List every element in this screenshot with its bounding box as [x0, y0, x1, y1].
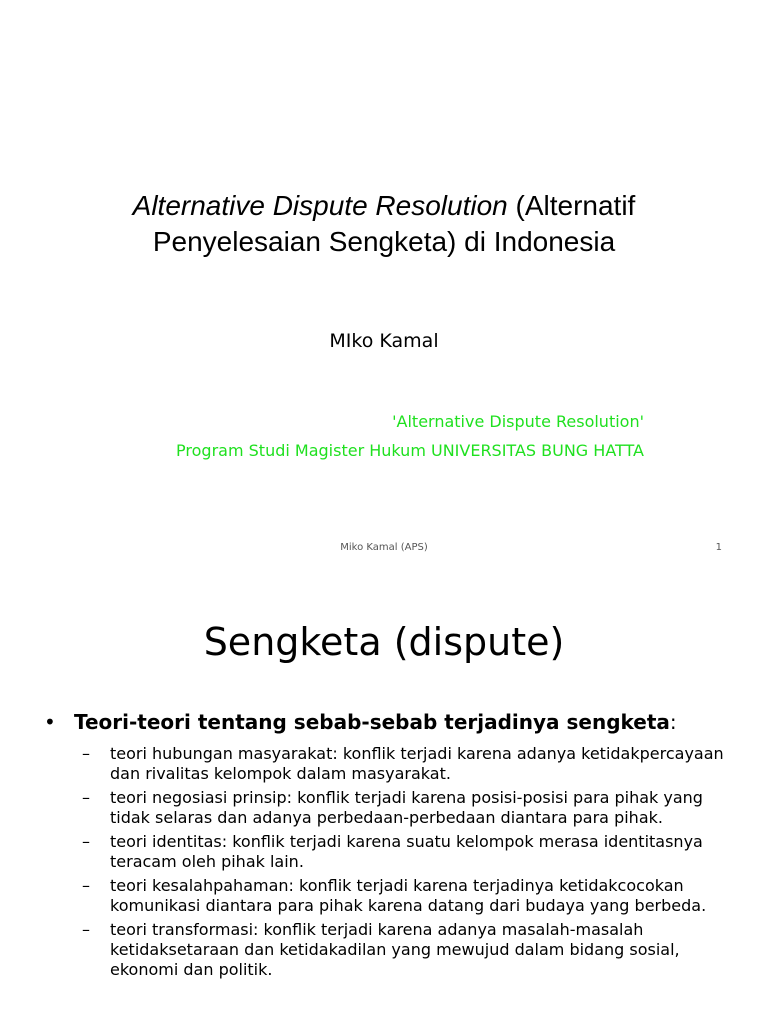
list-item-text: teori transformasi: konflik terjadi karena adanya masalah-masalah ketidaksetaraan dan ketidakadilan yang mewujud dalam bidang sosial, ekonomi dan politik.	[110, 920, 680, 979]
title-line-2: Penyelesaian Sengketa) di Indonesia	[152, 226, 616, 257]
list-item	[82, 832, 732, 872]
main-bullet-text: Teori-teori tentang sebab-sebab terjadinya sengketa	[74, 710, 670, 734]
list-item	[82, 920, 732, 980]
course-name: 'Alternative Dispute Resolution'	[392, 412, 644, 431]
list-item-text: teori kesalahpahaman: konflik terjadi karena terjadinya ketidakcocokan komunikasi diantara para pihak karena datang dari budaya yang berbeda.	[110, 876, 707, 915]
list-item-text: teori hubungan masyarakat: konflik terjadi karena adanya ketidakpercayaan dan rivalitas kelompok dalam masyarakat.	[110, 744, 724, 783]
bullet-symbol: •	[44, 710, 56, 734]
slide-1-title	[0, 188, 768, 260]
author-name: MIko Kamal	[329, 330, 439, 352]
slide-2-title: Sengketa (dispute)	[203, 620, 565, 664]
slide-footer: Miko Kamal (APS)	[340, 542, 428, 553]
dash-symbol: –	[82, 920, 90, 939]
list-item-text: teori negosiasi prinsip: konflik terjadi karena posisi-posisi para pihak yang tidak selaras dan adanya perbedaan-perbedaan diantara para pihak.	[110, 788, 703, 827]
dash-symbol: –	[82, 832, 90, 851]
list-item-text: teori identitas: konflik terjadi karena suatu kelompok merasa identitasnya teracam oleh pihak lain.	[110, 832, 703, 871]
slide-2	[0, 576, 768, 1024]
program-name: Program Studi Magister Hukum UNIVERSITAS BUNG HATTA	[176, 441, 644, 460]
list-item	[82, 744, 732, 784]
dash-symbol: –	[82, 788, 90, 807]
title-italic-part: Alternative Dispute Resolution	[132, 190, 508, 221]
main-bullet-colon: :	[669, 710, 677, 734]
page-number: 1	[715, 542, 722, 553]
theory-list	[82, 744, 732, 984]
dash-symbol: –	[82, 876, 90, 895]
main-bullet	[44, 710, 677, 734]
list-item	[82, 788, 732, 828]
dash-symbol: –	[82, 744, 90, 763]
title-rest-part: (Alternatif	[507, 190, 636, 221]
list-item	[82, 876, 732, 916]
